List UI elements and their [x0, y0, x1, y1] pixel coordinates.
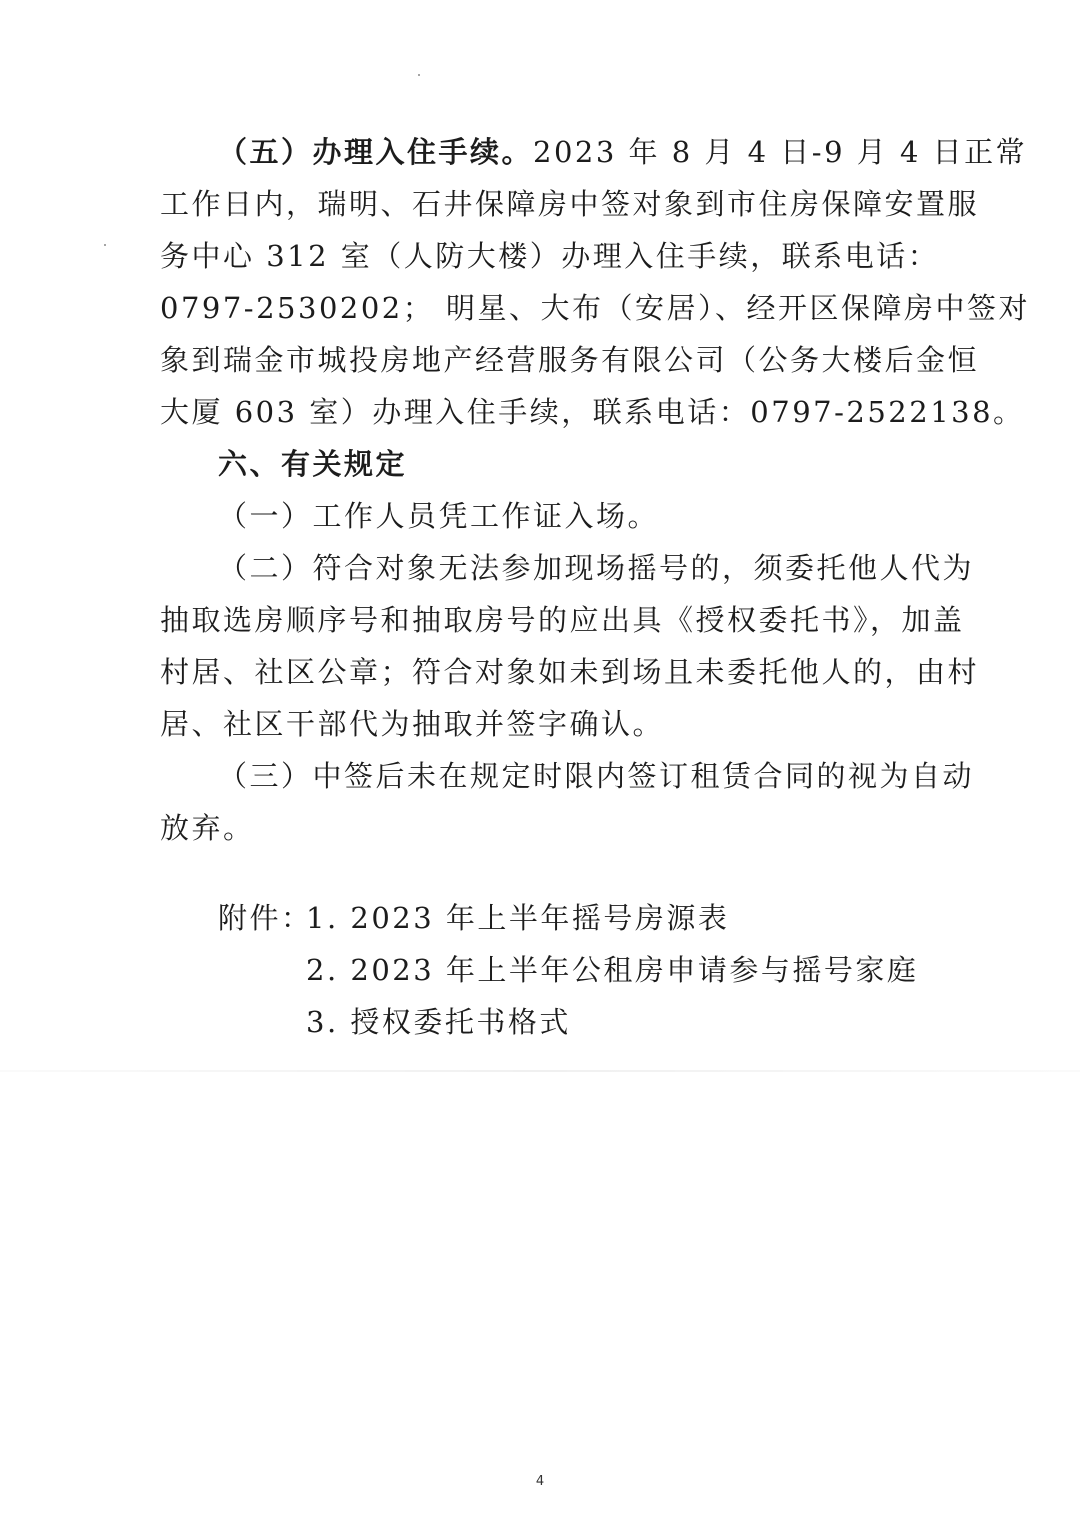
scan-speck [104, 244, 106, 246]
attachment-1: 1. 2023 年上半年摇号房源表 [306, 901, 730, 935]
rule-1: （一）工作人员凭工作证入场。 [218, 499, 660, 533]
section5-line-1 [160, 124, 1028, 180]
rule-2-line-4: 居、社区干部代为抽取并签字确认。 [160, 707, 665, 741]
rule-3-line-2: 放弃。 [160, 811, 255, 845]
section6-heading: 六、有关规定 [218, 447, 408, 481]
attachments-label: 附件： [218, 901, 313, 935]
scan-fold-line [0, 1070, 1080, 1072]
rule-2-line-1: （二）符合对象无法参加现场摇号的，须委托他人代为 [218, 551, 975, 585]
page-number: 4 [535, 1474, 545, 1489]
rule-2-line-2: 抽取选房顺序号和抽取房号的应出具《授权委托书》，加盖 [160, 603, 965, 637]
scan-speck [418, 74, 420, 76]
section5-line-3: 务中心 312 室（人防大楼）办理入住手续，联系电话： [160, 239, 940, 273]
section5-lead: （五）办理入住手续。 [218, 135, 534, 169]
section5-line-4: 0797-2530202； 明星、大布（安居）、经开区保障房中签对 [160, 291, 1030, 325]
rule-2-line-3: 村居、社区公章；符合对象如未到场且未委托他人的，由村 [160, 655, 980, 689]
section5-line-2: 工作日内，瑞明、石井保障房中签对象到市住房保障安置服 [160, 187, 980, 221]
rule-3-line-1: （三）中签后未在规定时限内签订租赁合同的视为自动 [218, 759, 975, 793]
attachment-3: 3. 授权委托书格式 [306, 1005, 571, 1039]
section5-line-6: 大厦 603 室）办理入住手续，联系电话：0797-2522138。 [160, 395, 1025, 429]
section5-line-1-text: 2023 年 8 月 4 日-9 月 4 日正常 [533, 135, 1028, 169]
attachment-2: 2. 2023 年上半年公租房申请参与摇号家庭 [306, 953, 919, 987]
section5-line-5: 象到瑞金市城投房地产经营服务有限公司（公务大楼后金恒 [160, 343, 980, 377]
